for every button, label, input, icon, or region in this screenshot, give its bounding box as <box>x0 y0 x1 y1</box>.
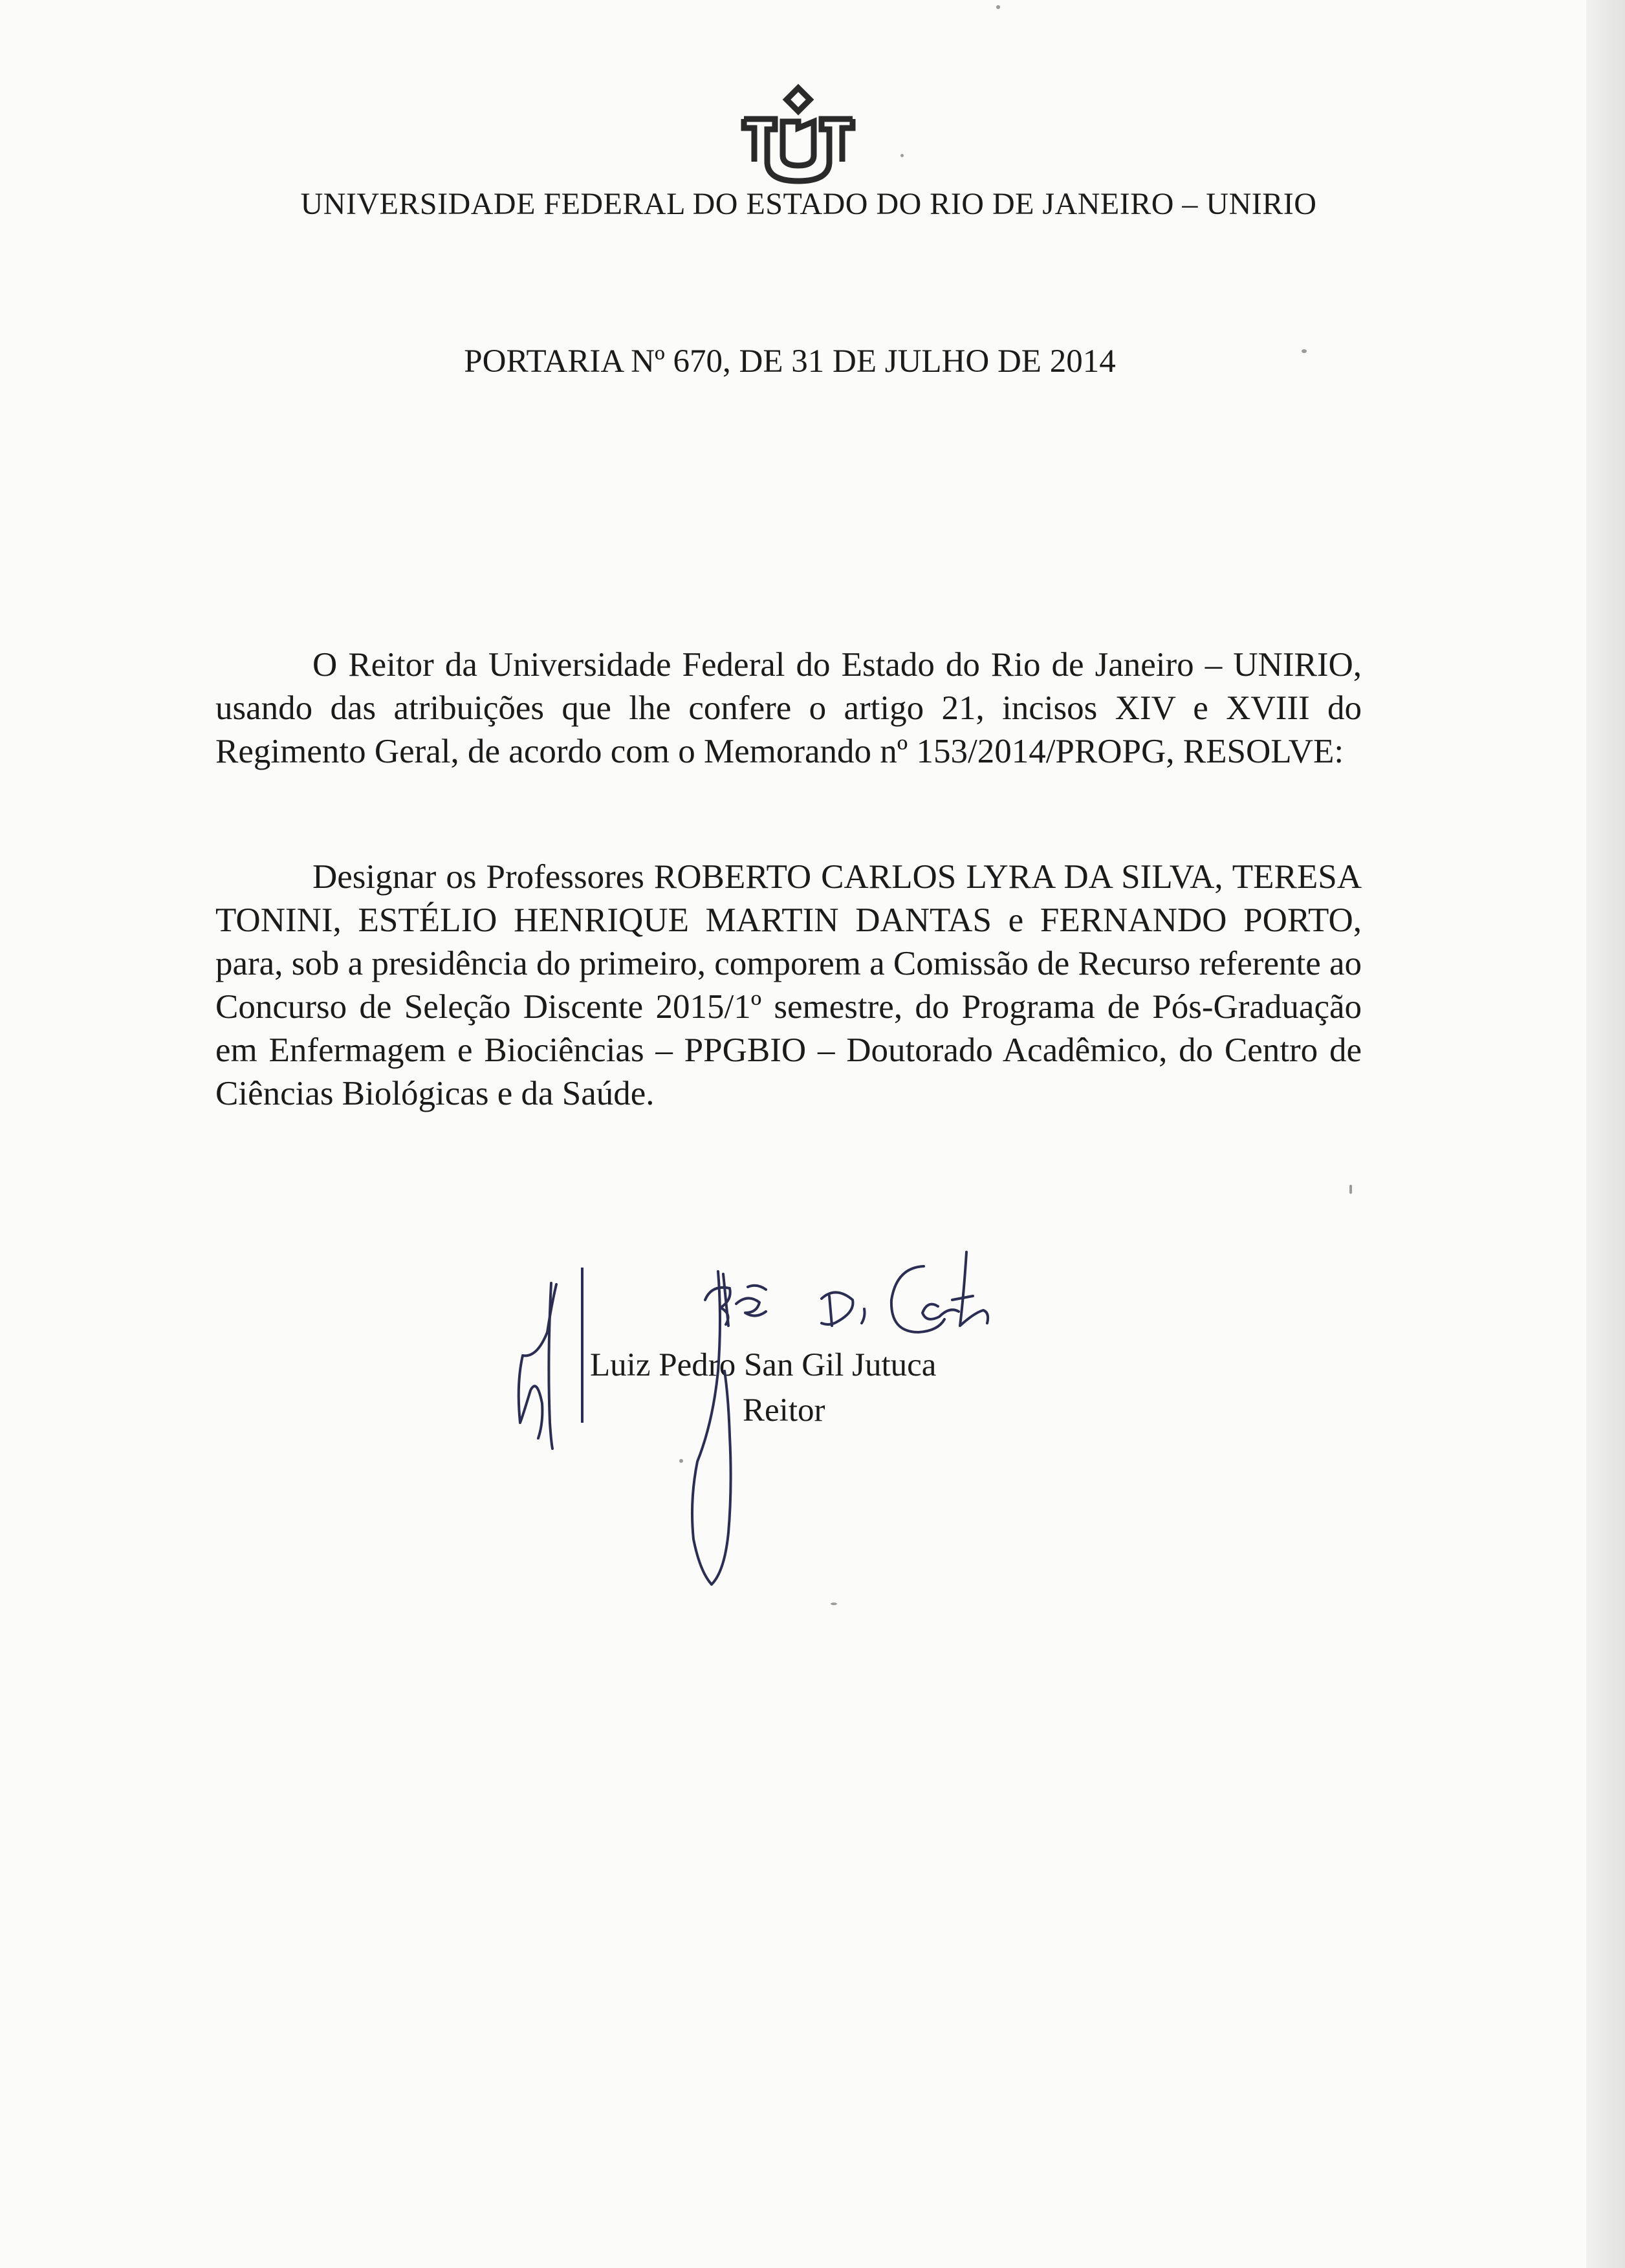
paragraph-preamble: O Reitor da Universidade Federal do Estado do Rio de Janeiro – UNIRIO, usando das atribuições que lhe confere o artigo 21, incisos XIV e XVIII do Regimento Geral, de acordo com o Memorando nº 153/2014/PROPG, RESOLVE: <box>215 646 1362 770</box>
document-title: PORTARIA Nº 670, DE 31 DE JULHO DE 2014 <box>464 343 1116 380</box>
signer-name: Luiz Pedro San Gil Jutuca <box>590 1347 937 1383</box>
scan-speck <box>1302 349 1307 353</box>
scan-speck <box>679 1459 683 1463</box>
handwritten-signature-icon <box>492 1229 1126 1630</box>
page-edge-shadow <box>1586 0 1625 2268</box>
paragraph-resolution: Designar os Professores ROBERTO CARLOS LYRA DA SILVA, TERESA TONINI, ESTÉLIO HENRIQUE MARTIN DANTAS e FERNANDO PORTO, para, sob a presidência do primeiro, comporem a Comissão de Recurso referente ao Concurso de Seleção Discente 2015/1º semestre, do Programa de Pós-Graduação em Enfermagem e Biociências – PPGBIO – Doutorado Acadêmico, do Centro de Ciências Biológicas e da Saúde. <box>215 858 1362 1112</box>
scan-speck <box>900 154 904 157</box>
scan-speck <box>996 5 1000 9</box>
unirio-logo-icon <box>735 83 862 193</box>
signer-role: Reitor <box>743 1392 825 1429</box>
scan-speck <box>1349 1185 1352 1194</box>
institution-name: UNIVERSIDADE FEDERAL DO ESTADO DO RIO DE JANEIRO – UNIRIO <box>300 187 1317 221</box>
scan-speck <box>831 1603 837 1605</box>
